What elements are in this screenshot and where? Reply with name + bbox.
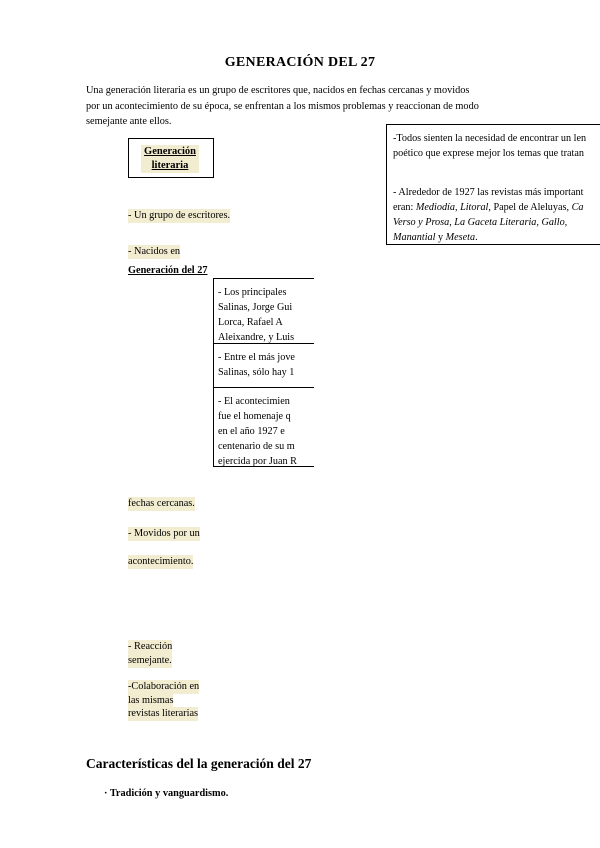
gen-box-line1: Generación [144, 146, 196, 157]
table-cell-entre [214, 344, 314, 388]
rb-italic: Manantial [393, 232, 436, 243]
item-colaboracion-2: las mismas [128, 695, 174, 706]
table-cell-acontecimiento [214, 388, 314, 466]
rb-text: eran: [393, 202, 416, 213]
rb-text: . [475, 232, 478, 243]
generacion-literaria-label [141, 145, 199, 173]
rb-italic: Mediodía [415, 202, 455, 213]
right-box-line [387, 200, 583, 215]
bullet-tradicion: · Tradición y vanguardismo. [104, 788, 229, 799]
item-reaccion-2: semejante. [128, 655, 172, 666]
rb-italic: Verso y Prosa, La Gaceta Literaria, Gallo, [393, 217, 568, 228]
table-line: - Entre el más jove [218, 352, 295, 363]
right-box-line [387, 230, 583, 245]
page-title: GENERACIÓN DEL 27 [224, 55, 376, 70]
item-reaccion: - Reacción [128, 641, 173, 652]
table-line: Aleixandre, y Luis [218, 332, 295, 343]
item-colaboracion-3: revistas literarias [128, 708, 199, 719]
item-acontecimiento: acontecimiento. [128, 556, 194, 567]
table-line: Lorca, Rafael A [218, 317, 283, 328]
item-grupo: - Un grupo de escritores. [128, 210, 231, 221]
rb-italic: Litoral [460, 202, 489, 213]
intro-line: Una generación literaria es un grupo de escritores que, nacidos en fechas cercanas y movidos [86, 85, 470, 96]
table-line: en el año 1927 e [218, 426, 285, 437]
right-box-paragraph-1 [387, 131, 586, 161]
rb-text: , Papel de Aleluyas, [488, 202, 572, 213]
intro-paragraph [86, 83, 518, 130]
right-box-line: -Todos sienten la necesidad de encontrar un len [393, 133, 587, 144]
table-line: - Los principales [218, 287, 287, 298]
item-fechas: fechas cercanas. [128, 498, 195, 509]
right-box-line [387, 215, 583, 230]
table-cell-principales [214, 279, 314, 344]
table-line: Salinas, sólo hay 1 [218, 367, 295, 378]
rb-italic: Meseta [445, 232, 476, 243]
gen-box-line2: literaria [151, 160, 189, 171]
table-line: ejercida por Juan R [218, 456, 297, 466]
table-line: Salinas, Jorge Gui [218, 302, 293, 313]
rb-text: , [454, 202, 461, 213]
table-line: centenario de su m [218, 441, 295, 452]
intro-line: semejante ante ellos. [86, 116, 172, 127]
rb-text: y [435, 232, 446, 243]
right-box-paragraph-2 [387, 185, 583, 245]
item-movidos: - Movidos por un [128, 528, 200, 539]
revistas-box [386, 124, 600, 245]
item-gen27: Generación del 27 [128, 265, 208, 276]
item-colaboracion: -Colaboración en [128, 681, 200, 692]
table-line: - El acontecimien [218, 396, 290, 407]
right-box-line: poético que exprese mejor los temas que tratan [393, 148, 584, 159]
item-nacidos: - Nacidos en [128, 246, 181, 257]
rb-italic: Ca [571, 202, 584, 213]
generacion-literaria-box [128, 138, 214, 178]
intro-line: por un acontecimiento de su época, se enfrentan a los mismos problemas y reaccionan de modo [86, 100, 479, 112]
autores-table [213, 278, 314, 467]
right-box-line: - Alrededor de 1927 las revistas más important [393, 187, 584, 198]
table-line: fue el homenaje q [218, 411, 291, 422]
section-heading: Características del la generación del 27 [86, 756, 312, 771]
